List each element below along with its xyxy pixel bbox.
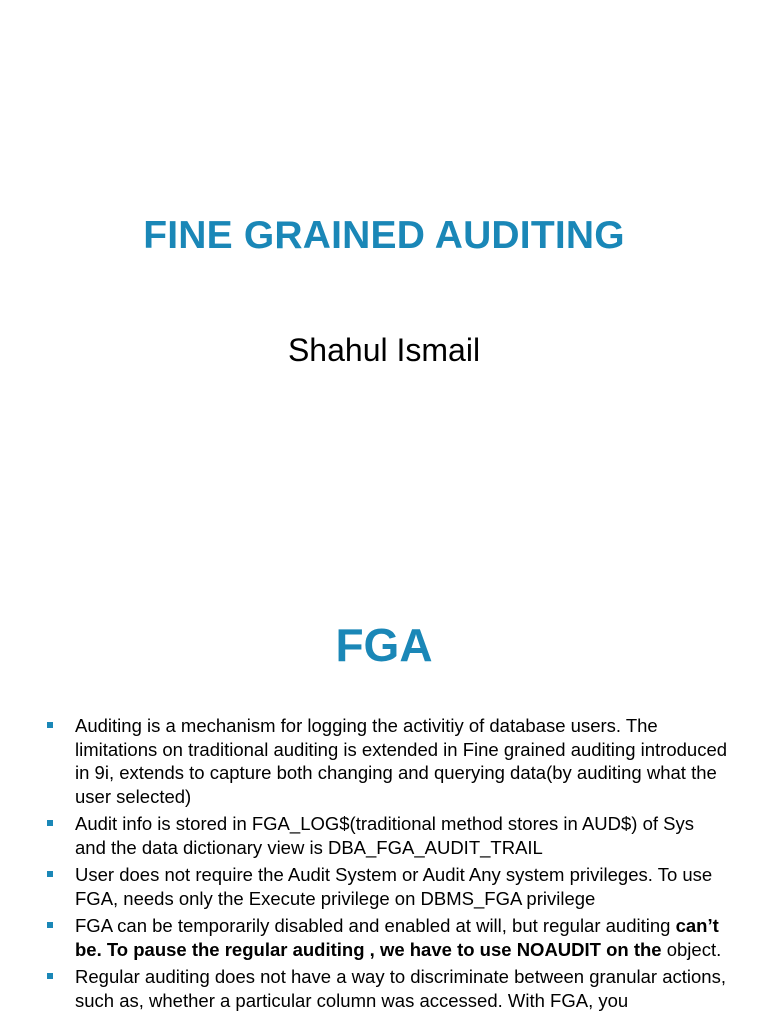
- list-item: [0, 812, 768, 859]
- slide-title: FINE GRAINED AUDITING: [143, 214, 625, 257]
- list-item: [0, 914, 768, 961]
- bullet-list: [0, 714, 768, 1016]
- author-name: Shahul Ismail: [287, 332, 481, 368]
- list-item: [0, 714, 768, 808]
- bullet-text: User does not require the Audit System or Audit Any system privileges. To use FGA, needs only the Execute privilege on DBMS_FGA privilege: [75, 864, 713, 909]
- square-bullet-icon: [47, 820, 53, 826]
- bullet-text-bold: can’t be. To pause the regular auditing , we have to use NOAUDIT on the: [75, 915, 719, 960]
- bullet-text-tail: object.: [661, 938, 722, 960]
- list-item: [0, 965, 768, 1012]
- bullet-text: Audit info is stored in FGA_LOG$(traditional method stores in AUD$) of Sys and the data dictionary view is DBA_FGA_AUDIT_TRAIL: [75, 813, 695, 858]
- square-bullet-icon: [47, 871, 53, 877]
- bullet-text: Regular auditing does not have a way to discriminate between granular actions, such as, whether a particular column was accessed. With FGA, you: [75, 966, 726, 1011]
- bullet-text: Auditing is a mechanism for logging the activitiy of database users. The limitations on traditional auditing is extended in Fine grained auditing introduced in 9i, extends to capture both changing and querying data(by auditing what the user selected): [75, 715, 728, 807]
- square-bullet-icon: [47, 722, 53, 728]
- square-bullet-icon: [47, 922, 53, 928]
- bullet-text: FGA can be temporarily disabled and enabled at will, but regular auditing: [75, 915, 676, 936]
- list-item: [0, 863, 768, 910]
- section-heading: FGA: [335, 619, 433, 671]
- square-bullet-icon: [47, 973, 53, 979]
